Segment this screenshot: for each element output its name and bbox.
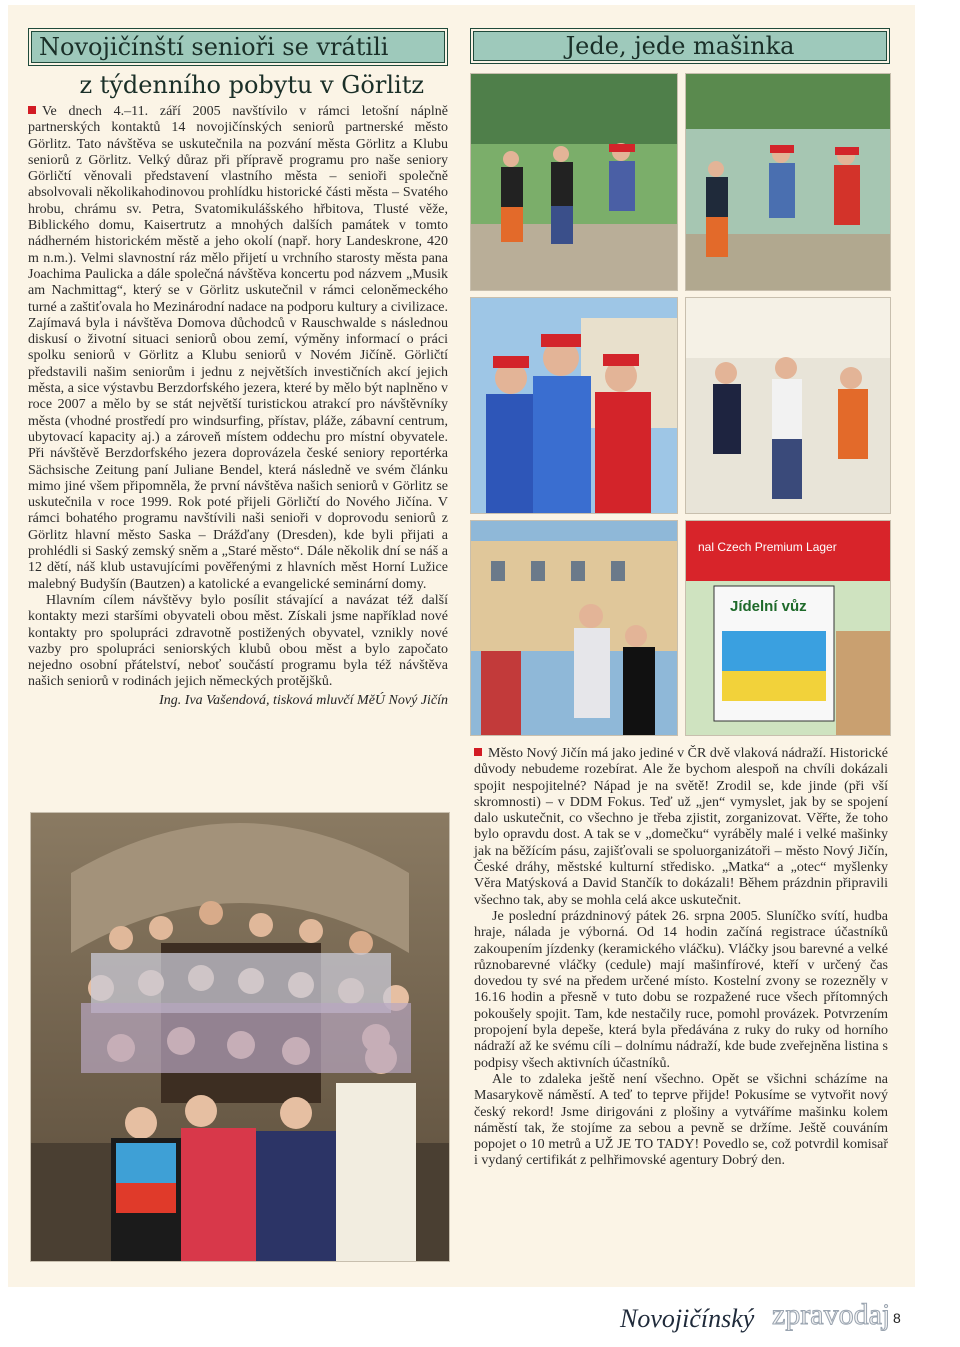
photo-image — [471, 298, 677, 513]
photo-square-buildings — [470, 520, 678, 736]
right-paragraph-2: Je poslední prázdninový pátek 26. srpna 2005. Sluníčko svítí, hudba hraje, nálada je výborná. Od 14 hodin začíná registrace účastníků zakoupením jízdenky (keramického vláčku). Vláčky jsou barevné a velké různobarevné vláčky (cedule) mají mašinfírové, kteří v určený čas dovedou ty své na předem určené místo. Kostelní zvony se rozezněly v 16.16 hodin a přesně v tuto dobu se rozpažené ruce všech přítomných pokoušely spojit. Tam, kde nestačily ruce, pomohl provázek. Potvrzením propojení byla depeše, která byla předávána z ruky do ruky od horního nádraží až ke svému cíli – dolnímu nádraží, kde bude zveřejněna listina s podpisy všech aktivních účastníků. — [474, 908, 888, 1071]
group-photo-image — [31, 813, 449, 1261]
photo-image — [686, 74, 890, 290]
group-photo-seniors — [30, 812, 450, 1262]
brand-name-outline: zpravodaj — [772, 1298, 891, 1331]
photo-image — [686, 521, 890, 735]
left-paragraph-1: Ve dnech 4.–11. září 2005 navštívilo v rámci letošní náplně partnerských kontaktů 14 novojičínských seniorů partnerské město Görlitz. Tato návštěva se uskutečnila na pozvání města Görlitz a Klubu seniorů z Görlitz. Velký důraz při přípravě programu pro naše seniory Görličtí věnovali představení vlastního města – senioři společně absolvovali několikahodinovou prohlídku historické části města – Svatého hrobu, chrámu sv. Petra, Svatomikulášského hřbitova, Tlusté věže, Biblického domu, Kaisertrutz a mnohých dalších památek v tomto nádherném historickém městě a jeho okolí (např. hory Landeskrone, 420 m n.m.). Velmi slavnostní ráz mělo přijetí u vrchního starosty města pana Joachima Paulicka a dále společná návštěva koncertu pod názvem „Musik am Nachmittag“, který se v Görlitz uskutečnil v rámci celoněmeckého turné a zaštiťovala ho Mezinárodní nadace na podporu kultury a civilizace. Zajímavá byla i návštěva Domova důchodců v Rauschwalde s následnou diskusí o životní situaci seniorů obou zemí, výměny informací o práci spolku seniorů v Görlitz a Klubu seniorů v Novém Jičíně. Görličtí představili našim seniorům i jednu z největších investičních akcí jejich města, a sice výstavbu Berzdorfského jezera, které by mělo být naplněno v roce 2007 a mělo by se stát největší turistickou atrakcí pro návštěvníky města (vhodné prostředí pro windsurfing, přístav, pláže, zábavní centrum, ubytovací kapacity aj.) a zároveň místem oddechu pro místní obyvatele. Při návštěvě Berzdorfského jezera doprovázela české seniory reportérka Sächsische Zeitung paní Juliane Bendel, která následně ve svém článku mimo jiné všem připomněla, že první návštěva našich seniorů v Görlitz se uskutečnila v roce 1999. Rok poté přijeli Görličtí do Nového Jičína. V rámci bohatého programu navštívili naši senioři v doprovodu seniorů z Görlitz hlavní město Saska – Drážďany (Dresden), kde byli přijati a prohlédli si Saský zemský sněm a „Staré město“. Dále několik dní se náš a 12 dětí, náš klub ustavujícími pověřenými z hlavních měst Horní Lužice malebný Budyšín (Bautzen) a katolické a evangelické seminární domy. — [28, 104, 448, 592]
photo-train-sign — [685, 520, 891, 736]
right-paragraph-1: Město Nový Jičín má jako jediné v ČR dvě vlaková nádraží. Historické důvody nebudeme rozebírat. Ale že bychom alespoň na chvíli dokázali spojit nespojitelné? Nápad je na světě! Zrodil se, kde jinde (při vší skromnosti) – v DDM Fokus. Teď už „jen“ vymyslet, jak by se spojení dalo uskutečnit, co všechno je třeba zjistit, zorganizovat. Věřte, že toho bylo opravdu dost. A tak se v „domečku“ vyráběly malé i velké mašinky jak na běžícím pásu, zajišťovali se spoluorganizátoři – město Nový Jičín, České dráhy, městské kulturní středisko. „Matka“ a „otec“ myšlenky Věra Matýsková a David Stančík to dokázali! Během prázdnin připravili všechno tak, aby se mohla celá akce uskutečnit. — [474, 746, 888, 908]
bullet-icon — [474, 748, 482, 756]
right-paragraph-3: Ale to zdaleka ještě není všechno. Opět se všichni scházíme na Masarykově náměstí. A teď to teprve přijde! Pokusíme se vytvořit nový český rekord! Jsme dirigováni z plošiny a vytváříme mašinku kolem náměstí tak, že stojíme za sebou a pevně se držíme. Ještě couváním popojet o 10 metrů a UŽ JE TO TADY! Povedlo se, což potvrdil komisař i vydaný certifikát z pelhřimovské agentury Dobrý den. — [474, 1071, 888, 1169]
bullet-icon — [28, 106, 36, 114]
left-headline-line1: Novojičínští senioři se vrátili — [28, 28, 448, 66]
photo-red-caps-street-right — [685, 73, 891, 291]
photo-image — [686, 298, 890, 513]
newsletter-footer — [620, 1296, 920, 1336]
sign-text-lager: nal Czech Premium Lager — [698, 540, 837, 554]
photo-crowd-holding-hands — [685, 297, 891, 514]
photo-red-caps-street-left — [470, 73, 678, 291]
page-number: 8 — [893, 1310, 901, 1326]
brand-name-italic: Novojičínský — [620, 1304, 755, 1333]
right-article-body — [474, 746, 888, 1170]
right-article — [470, 28, 890, 64]
photo-image — [471, 521, 677, 735]
photo-image — [471, 74, 677, 290]
left-paragraph-2: Hlavním cílem návštěvy bylo posílit stávající a navázat též další kontakty mezi staršími obyvateli obou měst. Získali jsme například nové kontakty pro spolupráci zdravotně postižených obyvatel, vznikly nové vazby pro spolupráci seniorských klubů obou měst a bylo započato nejedno osobní přátelství, neboť součástí programu byla též návštěva našich seniorů v rodinách jejich německých protějšků. — [28, 592, 448, 690]
article-signature: Ing. Iva Vašendová, tisková mluvčí MěÚ Nový Jičín — [159, 692, 448, 708]
sign-text-jidelni-vuz: Jídelní vůz — [730, 598, 807, 615]
left-article — [28, 28, 448, 709]
left-headline-line2: z týdenního pobytu v Görlitz — [79, 71, 424, 99]
photo-conductors-square — [470, 297, 678, 514]
right-headline: Jede, jede mašinka — [470, 28, 890, 64]
left-article-body — [28, 104, 448, 691]
